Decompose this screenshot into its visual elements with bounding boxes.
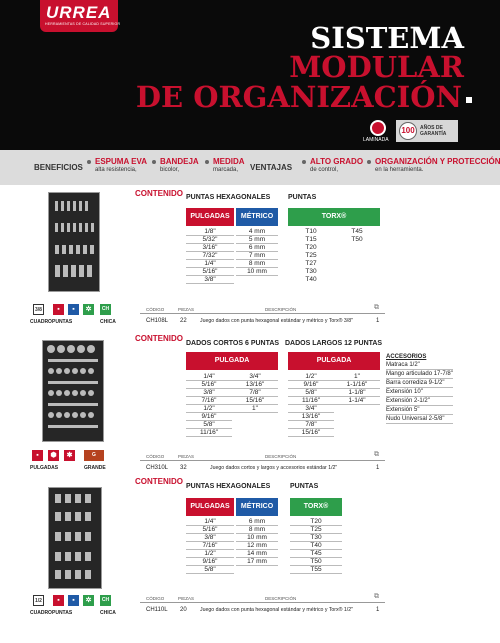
warranty-badge [396,120,458,142]
urrea-logo [40,0,121,32]
col-head-hex-1: PUNTAS HEXAGONALES [186,194,271,201]
header-banner [0,0,500,150]
cell: 7/32" [186,252,234,260]
brand-name: URREA [46,3,112,22]
puntas-icon: ▪ [53,304,64,315]
metric-icon: ▪ [68,595,79,606]
product-header-bar-2 [140,452,385,461]
bullet-icon [367,160,371,164]
cell: T30 [305,268,317,275]
list-item: Matraca 1/2" [386,361,453,370]
title-line-3: DE ORGANIZACIÓN [135,80,462,114]
cell: T27 [305,260,317,267]
cell: 1/4" [186,518,234,526]
piezas-value: 32 [180,465,187,471]
benefit-desc-2: bicolor, [160,167,180,173]
contenido-label-2: CONTENIDO [135,334,183,343]
size-grande-icon: G [84,450,104,461]
codigo-label: CÓDIGO [146,454,165,459]
contenido-label-1: CONTENIDO [135,189,183,198]
benefit-key-2: BANDEJA [160,157,199,166]
codigo-value: CH110L [146,607,168,613]
descripcion-label: DESCRIPCIÓN [265,307,297,312]
torx-icon: ✲ [83,595,94,606]
metric-icon: ▪ [68,304,79,315]
warranty-text-1: AÑOS DE [420,125,443,131]
list-item: Extensión 2-1/2" [386,397,453,406]
cell: 1-1/8" [334,389,380,397]
list-item: Mango articulado 17-7/8" [386,371,453,377]
piezas-label: PIEZAS [178,307,195,312]
th-pulgadas-1: PULGADAS [186,208,234,226]
codigo-label: CÓDIGO [146,307,165,312]
piezas-value: 20 [180,607,187,613]
laminada-badge [363,120,393,144]
largos-col-b [334,373,380,405]
cortos-col-a [186,373,232,437]
laminada-icon [370,120,386,136]
cell: T50 [290,558,342,566]
cell: 5/8" [186,566,234,574]
accesorios-list [386,353,453,424]
list-item: Extensión 10" [386,388,453,397]
torx-col-1b [334,228,380,244]
title-dot [466,97,472,103]
pulgadas-col-3 [186,518,234,574]
codigo-value: CH310L [146,465,169,471]
cell: 3/4" [288,405,334,413]
warranty-text [420,125,446,137]
icon-label-cuadro-1: CUADRO [30,319,52,325]
cell: 1/2" [186,550,234,558]
socket-12pt-icon: ✱ [64,450,75,461]
th-metrico-3: MÉTRICO [236,498,278,516]
cell: T40 [305,276,317,283]
cell: T55 [290,566,342,574]
metrico-col-3 [236,518,278,566]
cell: 3/4" [232,373,278,381]
cell: T30 [290,534,342,542]
bullet-icon [152,160,156,164]
cell: 5/16" [186,268,234,276]
product-row-2 [140,464,385,473]
benefit-key-1: ESPUMA EVA [95,157,148,166]
cell: 3/16" [186,244,234,252]
cell: 1/4" [186,373,232,381]
cell: 5/32" [186,236,234,244]
benefits-bar [0,150,500,185]
col-head-cortos: DADOS CORTOS 6 PUNTAS [186,340,280,347]
cell: 9/16" [288,381,334,389]
cell: 6 mm [236,518,278,526]
title-line-1: SISTEMA [310,21,464,55]
brand-tagline: HERRAMIENTAS DE CALIDAD SUPERIOR [45,22,121,26]
ventaja-key-1: ALTO GRADO [310,157,364,166]
cell: 7/16" [186,397,232,405]
ventaja-key-2: ORGANIZACIÓN Y PROTECCIÓN [375,157,500,166]
puntas-icon: ▪ [53,595,64,606]
icon-label-cuadro-3: CUADRO [30,610,52,616]
cell: 3/8" [186,276,234,284]
cell: 1/2" [288,373,334,381]
list-item: Extensión 5" [386,406,453,415]
expand-icon[interactable]: ⧉ [374,593,379,600]
benefit-desc-3: marcada, [213,167,239,173]
ventaja-desc-2: en la herramienta. [375,167,424,173]
cell: 5 mm [236,236,278,244]
cell: T20 [290,518,342,526]
ventaja-desc-1: de control, [310,167,339,173]
cell: 10 mm [236,534,278,542]
bullet-icon [302,160,306,164]
cell: 11/16" [288,397,334,405]
bullet-icon [205,160,209,164]
socket-icon: ⬢ [48,450,59,461]
cell: 8 mm [236,526,278,534]
product-header-bar-1 [140,305,385,314]
cell: 7 mm [236,252,278,260]
cell: 5/8" [186,421,232,429]
icon-label-grande: GRANDE [84,465,106,471]
icon-label-puntas-3: PUNTAS [52,610,73,616]
codigo-value: CH108L [146,318,169,324]
cell: T45 [351,228,363,235]
cell: 15/16" [288,429,334,437]
benefit-key-3: MEDIDA [213,157,245,166]
th-torx-3: TORX® [290,498,342,516]
descripcion-label: DESCRIPCIÓN [265,596,297,601]
cell: 5/16" [186,526,234,534]
cell: 3/8" [186,534,234,542]
product-image-ch310l [42,340,104,442]
cell: 1/8" [186,228,234,236]
product-header-bar-3 [140,594,385,603]
piezas-label: PIEZAS [178,454,195,459]
cell: T20 [305,244,317,251]
cuadro-icon: 3/8 [33,304,44,315]
cell: 1/4" [186,260,234,268]
tray-illustration-icon [43,341,103,441]
laminada-label: LAMINADA [363,137,389,143]
ventajas-label: VENTAJAS [250,163,293,172]
pulgadas-col-1 [186,228,234,284]
benefit-desc-1: alta resistencia, [95,167,137,173]
descripcion-value: Juego dados con punta hexagonal estándar y métrico y Torx® 3/8" [200,318,353,324]
warranty-number: 100 [399,122,417,140]
qty-value: 1 [376,465,380,471]
codigo-label: CÓDIGO [146,596,165,601]
cell: 10 mm [236,268,278,276]
expand-icon[interactable]: ⧉ [374,304,379,311]
largos-col-a [288,373,334,437]
th-pulgada-cortos: PULGADA [186,352,278,370]
title-line-2: MODULAR [289,50,464,84]
cell: 9/16" [186,413,232,421]
cell: T15 [305,236,317,243]
cell: T50 [351,236,363,243]
expand-icon[interactable]: ⧉ [374,451,379,458]
cell: T25 [290,526,342,534]
list-item: Barra corrediza 9-1/2" [386,379,453,388]
product-image-ch110l [48,487,102,589]
list-item: Nudo Universal 2-5/8" [386,415,453,424]
cell: 1-1/16" [334,381,380,389]
cell: 1" [232,405,278,413]
cell: 1-1/4" [334,397,380,405]
col-head-hex-3: PUNTAS HEXAGONALES [186,483,271,490]
cell: 12 mm [236,542,278,550]
qty-value: 1 [376,318,380,324]
cell: 8 mm [236,260,278,268]
th-metrico-1: MÉTRICO [236,208,278,226]
product-image-ch108l [48,192,100,292]
cell: T40 [290,542,342,550]
cell: 1" [334,373,380,381]
contenido-label-3: CONTENIDO [135,477,183,486]
cell: 11/16" [186,429,232,437]
product-row-1 [140,317,385,326]
cuadro-icon: 1/2 [33,595,44,606]
cell: 7/8" [232,389,278,397]
cell: 13/16" [288,413,334,421]
cell: 13/16" [232,381,278,389]
icon-label-chica-1: CHICA [100,319,116,325]
cell: 3/8" [186,389,232,397]
cell: 15/16" [232,397,278,405]
icon-label-chica-3: CHICA [100,610,116,616]
cell: T25 [305,252,317,259]
qty-value: 1 [376,607,380,613]
cell: 5/8" [288,389,334,397]
cell: 17 mm [236,558,278,566]
descripcion-value: Juego dados con punta hexagonal estándar y métrico y Torx® 1/2" [200,607,353,613]
icon-label-puntas-1: PUNTAS [52,319,73,325]
cell: 4 mm [236,228,278,236]
product-row-3 [140,606,385,615]
col-head-puntas-3: PUNTAS [290,483,319,490]
cell: 1/2" [186,405,232,413]
torx-col-1a [288,228,334,284]
warranty-text-2: GARANTÍA [420,131,447,137]
th-pulgada-largos: PULGADA [288,352,380,370]
torx-col-3 [290,518,342,574]
icon-label-pulgadas: PULGADAS [30,465,59,471]
size-chica-icon: CH [100,304,111,315]
cell: 6 mm [236,244,278,252]
cell: 7/16" [186,542,234,550]
tray-illustration-icon [49,488,101,588]
torx-icon: ✲ [83,304,94,315]
cell: 14 mm [236,550,278,558]
cell: T45 [290,550,342,558]
piezas-label: PIEZAS [178,596,195,601]
tray-illustration-icon [49,193,99,291]
col-head-largos: DADOS LARGOS 12 PUNTAS [285,340,383,347]
metrico-col-1 [236,228,278,276]
cell: T10 [305,228,317,235]
cell: 9/16" [186,558,234,566]
pulgadas-icon: ▪ [32,450,43,461]
benefits-label: BENEFICIOS [34,163,83,172]
accesorios-heading: ACCESORIOS [386,354,427,360]
th-torx-1: TORX® [288,208,380,226]
piezas-value: 22 [180,318,187,324]
bullet-icon [87,160,91,164]
descripcion-value: Juego dados cortos y largos y accesorios estándar 1/2" [210,465,338,471]
size-chica-icon: CH [100,595,111,606]
th-pulgadas-3: PULGADAS [186,498,234,516]
cortos-col-b [232,373,278,413]
cell: 7/8" [288,421,334,429]
cell: 5/16" [186,381,232,389]
descripcion-label: DESCRIPCIÓN [265,454,297,459]
col-head-puntas-1: PUNTAS [288,194,317,201]
